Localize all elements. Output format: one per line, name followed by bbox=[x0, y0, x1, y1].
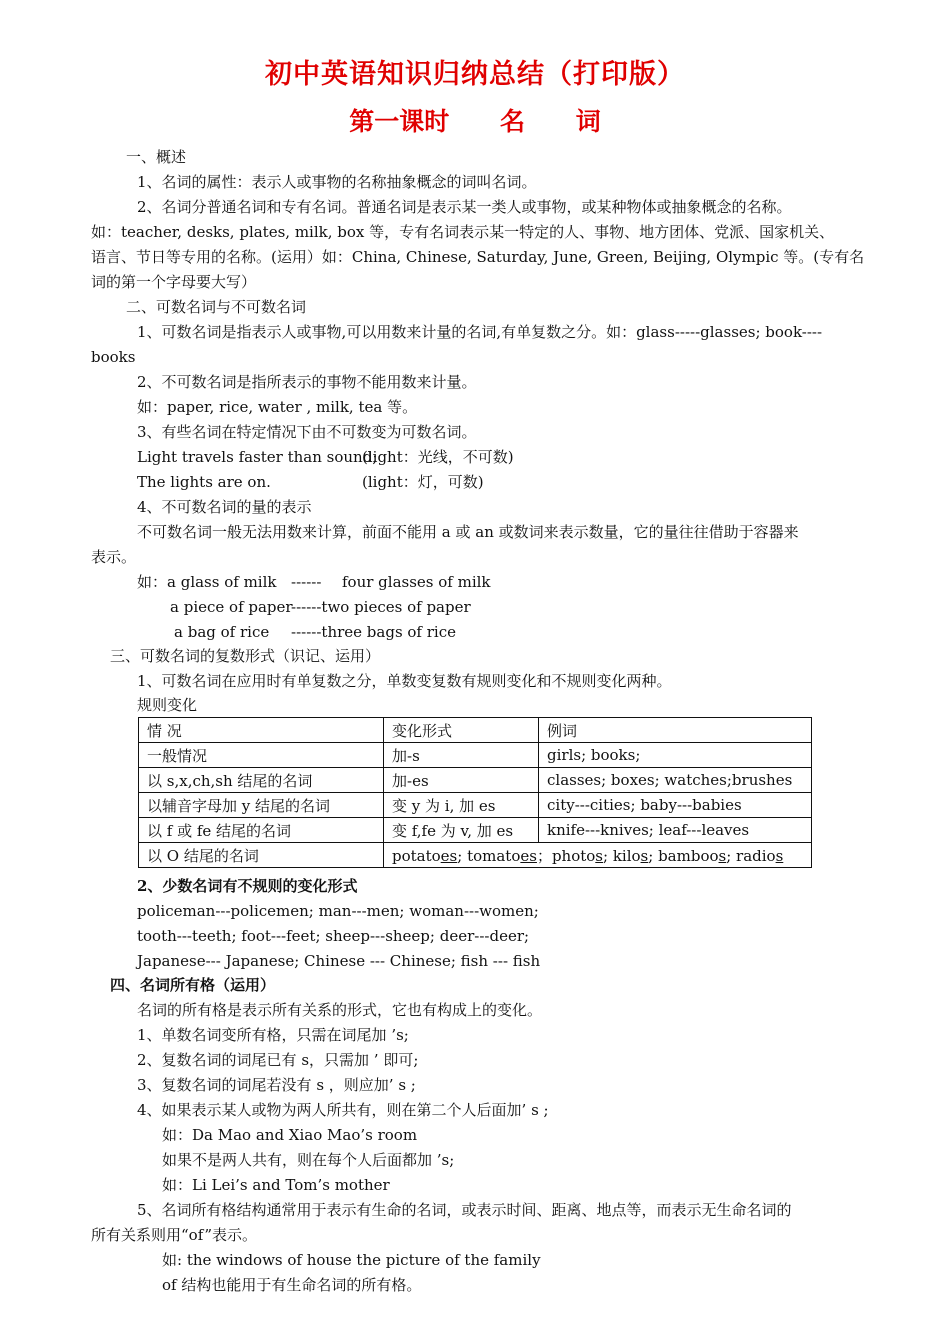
text-line: 4、如果表示某人或物为两人所共有，则在第二个人后面加’ s ; bbox=[137, 1101, 549, 1119]
table-cell-examples bbox=[384, 843, 812, 868]
table-row bbox=[139, 818, 812, 843]
table-cell: classes; boxes; watches;brushes bbox=[539, 768, 812, 793]
example-line: 如：Da Mao and Xiao Mao’s room bbox=[162, 1126, 418, 1144]
plural-suffix: es bbox=[520, 846, 537, 865]
table-cell: 加-es bbox=[384, 768, 539, 793]
section-heading: 一、概述 bbox=[126, 148, 187, 166]
text-line: 名词的所有格是表示所有关系的形式，它也有构成上的变化。 bbox=[137, 1001, 543, 1019]
table-row bbox=[139, 743, 812, 768]
text-line: 2、复数名词的词尾已有 s，只需加 ’ 即可; bbox=[137, 1051, 419, 1069]
table-cell: knife---knives; leaf---leaves bbox=[539, 818, 812, 843]
table-caption: 规则变化 bbox=[137, 696, 198, 714]
text-line: Japanese--- Japanese; Chinese --- Chinese; fish --- fish bbox=[137, 952, 541, 970]
section-heading: 三、可数名词的复数形式（识记、运用） bbox=[110, 647, 381, 665]
example-stem: ; kilo bbox=[603, 846, 641, 865]
lesson-title bbox=[0, 102, 950, 138]
example-sentence: The lights are on. bbox=[137, 473, 271, 491]
table-cell: 以 s,x,ch,sh 结尾的名词 bbox=[139, 768, 384, 793]
plural-suffix: s bbox=[595, 846, 603, 865]
text-line: 2、名词分普通名词和专有名词。普通名词是表示某一类人或事物，或某种物体或抽象概念的名称。 bbox=[137, 198, 792, 216]
text-line: of 结构也能用于有生命名词的所有格。 bbox=[162, 1276, 422, 1294]
text-line: 所有关系则用“of”表示。 bbox=[91, 1226, 258, 1244]
example-item: ------two pieces of paper bbox=[291, 598, 471, 616]
text-line: 4、不可数名词的量的表示 bbox=[137, 498, 312, 516]
table-cell: 以辅音字母加 y 结尾的名词 bbox=[139, 793, 384, 818]
example-note: (light：灯，可数) bbox=[362, 473, 484, 491]
table-cell: city---cities; baby---babies bbox=[539, 793, 812, 818]
example-item: 如：a glass of milk bbox=[137, 573, 277, 591]
lesson-label: 第一课时 bbox=[349, 107, 450, 136]
table-row bbox=[139, 768, 812, 793]
table-header-cell: 变化形式 bbox=[384, 718, 539, 743]
plural-suffix: s bbox=[640, 846, 649, 865]
table-header-row bbox=[139, 718, 812, 743]
document-title: 初中英语知识归纳总结（打印版） bbox=[265, 59, 685, 90]
text-line: 语言、节日等专用的名称。(运用）如：China, Chinese, Saturday, June, Green, Beijing, Olympic 等。(专有名 bbox=[91, 248, 865, 266]
text-line: policeman---policemen; man---men; woman---women; bbox=[137, 902, 539, 920]
text-line: 表示。 bbox=[91, 548, 137, 566]
text-line: 1、名词的属性：表示人或事物的名称抽象概念的词叫名词。 bbox=[137, 173, 537, 191]
table-cell: 一般情况 bbox=[139, 743, 384, 768]
plural-suffix: s bbox=[718, 846, 727, 865]
text-line: 1、单数名词变所有格，只需在词尾加 ’s; bbox=[137, 1026, 409, 1044]
text-line: 2、不可数名词是指所表示的事物不能用数来计量。 bbox=[137, 373, 477, 391]
section-heading: 四、名词所有格（运用） bbox=[110, 976, 276, 994]
example-stem: potato bbox=[392, 846, 441, 865]
table-header-cell: 情 况 bbox=[139, 718, 384, 743]
example-item: a bag of rice bbox=[174, 623, 270, 641]
subsection-heading: 2、少数名词有不规则的变化形式 bbox=[137, 877, 358, 895]
table-cell: 以 f 或 fe 结尾的名词 bbox=[139, 818, 384, 843]
lesson-word-1: 名 bbox=[499, 107, 525, 136]
example-dash: ------ bbox=[291, 573, 322, 591]
table-cell: 以 O 结尾的名词 bbox=[139, 843, 384, 868]
example-item: four glasses of milk bbox=[342, 573, 491, 591]
example-line: 如: the windows of house the picture of the family bbox=[162, 1251, 541, 1269]
text-line: 词的第一个字母要大写） bbox=[91, 273, 257, 291]
example-sentence: Light travels faster than sound; bbox=[137, 448, 378, 466]
table-row bbox=[139, 793, 812, 818]
table-header-cell: 例词 bbox=[539, 718, 812, 743]
text-line: 如：paper, rice, water , milk, tea 等。 bbox=[137, 398, 418, 416]
plural-rules-table bbox=[138, 717, 812, 868]
example-line: 如：Li Lei’s and Tom’s mother bbox=[162, 1176, 390, 1194]
text-line: tooth---teeth; foot---feet; sheep---sheep; deer---deer; bbox=[137, 927, 530, 945]
text-line: 3、有些名词在特定情况下由不可数变为可数名词。 bbox=[137, 423, 477, 441]
text-line: 不可数名词一般无法用数来计算，前面不能用 a 或 an 或数词来表示数量，它的量往往借助于容器来 bbox=[137, 523, 799, 541]
text-line: 如果不是两人共有，则在每个人后面都加 ’s; bbox=[162, 1151, 455, 1169]
text-line: 3、复数名词的词尾若没有 s ，则应加’ s ; bbox=[137, 1076, 416, 1094]
table-cell: 变 y 为 i, 加 es bbox=[384, 793, 539, 818]
text-line: 1、可数名词是指表示人或事物,可以用数来计量的名词,有单复数之分。如：glass-----glasses; book---- bbox=[137, 323, 823, 341]
example-stem: ; bamboo bbox=[648, 846, 719, 865]
plural-suffix: s bbox=[775, 846, 784, 865]
plural-suffix: es bbox=[440, 846, 458, 865]
example-stem: ; tomato bbox=[457, 846, 521, 865]
example-stem: ; radio bbox=[726, 846, 776, 865]
table-cell: 加-s bbox=[384, 743, 539, 768]
example-stem: ；photo bbox=[536, 846, 596, 865]
example-item: a piece of paper bbox=[170, 598, 293, 616]
text-line: 1、可数名词在应用时有单复数之分，单数变复数有规则变化和不规则变化两种。 bbox=[137, 672, 672, 690]
text-line: 如：teacher, desks, plates, milk, box 等，专有名词表示某一特定的人、事物、地方团体、党派、国家机关、 bbox=[91, 223, 835, 241]
table-cell: 变 f,fe 为 v, 加 es bbox=[384, 818, 539, 843]
section-heading: 二、可数名词与不可数名词 bbox=[126, 298, 307, 316]
table-row bbox=[139, 843, 812, 868]
example-note: (light：光线，不可数) bbox=[362, 448, 514, 466]
lesson-word-2: 词 bbox=[575, 107, 601, 136]
text-line: 5、名词所有格结构通常用于表示有生命的名词，或表示时间、距离、地点等，而表示无生命名词的 bbox=[137, 1201, 792, 1219]
example-item: ------three bags of rice bbox=[291, 623, 456, 641]
table-cell: girls; books; bbox=[539, 743, 812, 768]
text-line: books bbox=[91, 348, 136, 366]
